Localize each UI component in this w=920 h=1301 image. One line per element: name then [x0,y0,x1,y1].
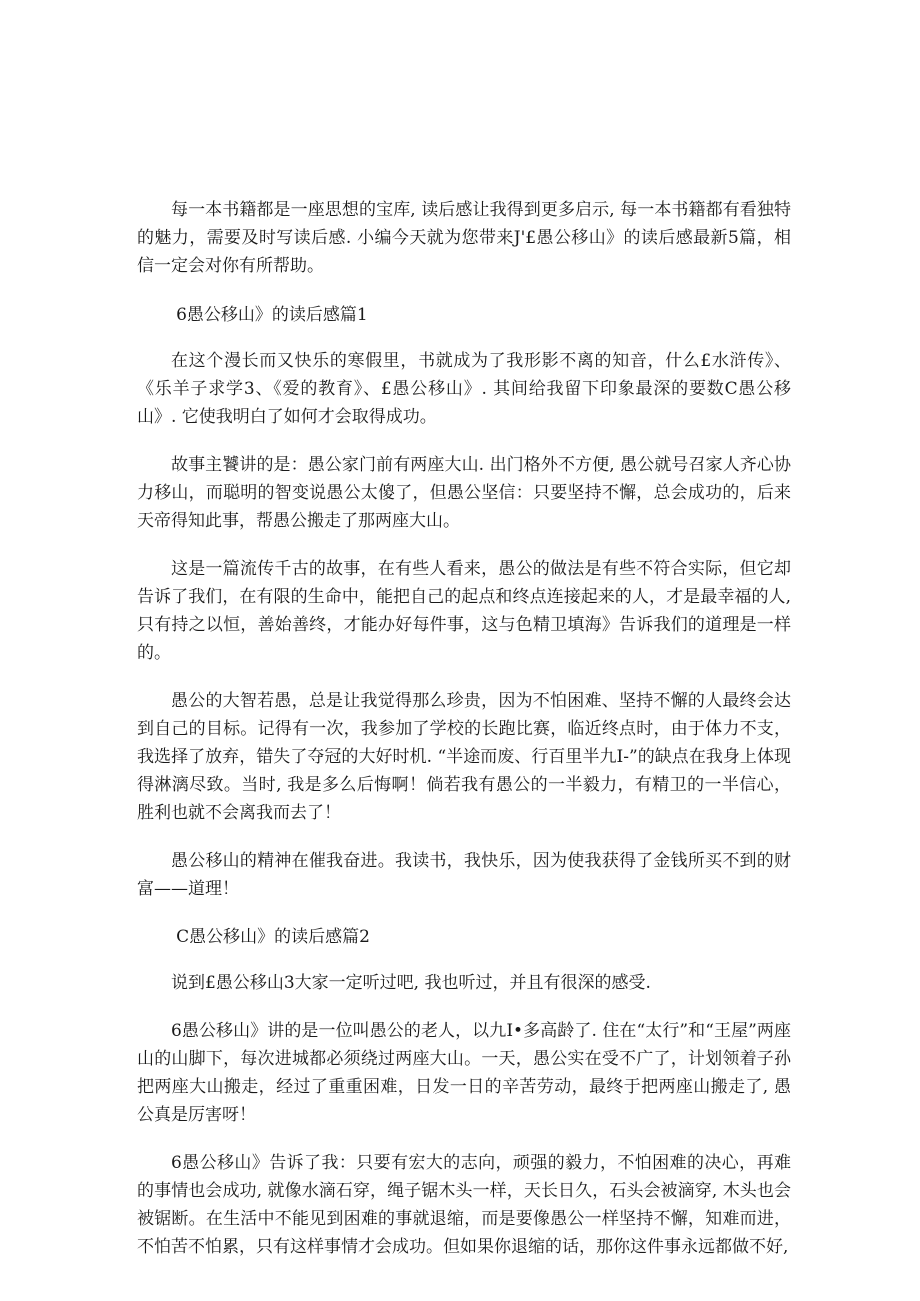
section1-paragraph-2: 故事主饕讲的是：愚公家门前有两座大山. 出门格外不方便, 愚公就号召家人齐心协力移山，而聪明的智变说愚公太傻了，但愚公坚信：只要坚持不懈，总会成功的，后来天帝得知此事，帮愚公搬走了那两座大山。 [137,455,791,531]
section1-paragraph-1: 在这个漫长而又快乐的寒假里，书就成为了我形影不离的知音，什么£水浒传》、《乐羊子求学3、《爱的教育》、£愚公移山》. 其间给我留下印象最深的要数C愚公移山》. 它使我明白了如何才会取得成功。 [137,351,791,427]
document-body [137,196,791,1281]
section1-paragraph-5: 愚公移山的精神在催我奋进。我读书，我快乐，因为使我获得了金钱所买不到的财富——道理！ [137,851,791,899]
section1-paragraph-4: 愚公的大智若愚，总是让我觉得那么珍贵，因为不怕困难、坚持不懈的人最终会达到自己的目标。记得有一次，我参加了学校的长跑比赛，临近终点时，由于体力不支，我选择了放弃，错失了夺冠的大好时机. “半途而废、行百里半九I-”的缺点在我身上体现得淋漓尽致。当时, 我是多么后悔啊！倘若我有愚公的一半毅力，有精卫的一半信心，胜利也就不会离我而去了！ [137,691,791,823]
section2-paragraph-3: 6愚公移山》告诉了我：只要有宏大的志向，顽强的毅力，不怕困难的决心，再难的事情也会成功, 就像水滴石穿，绳子锯木头一样，天长日久，石头会被滴穿, 木头也会被锯断。在生活中不能见到困难的事就退缩，而是要像愚公一样坚持不懈，知难而进，不怕苦不怕累，只有这样事情才会成功。但如果你退缩的话，那你这件事永远都做不好, [137,1153,791,1257]
section-heading-2: C愚公移山》的读后感篇2 [176,927,370,947]
section1-paragraph-3: 这是一篇流传千古的故事，在有些人看来，愚公的做法是有些不符合实际，但它却告诉了我们，在有限的生命中，能把自己的起点和终点连接起来的人，才是最幸福的人, 只有持之以恒，善始善终，才能办好每件事，这与色精卫填海》告诉我们的道理是一样的。 [137,559,791,663]
section-heading-1: 6愚公移山》的读后感篇1 [176,305,368,325]
section2-paragraph-2: 6愚公移山》讲的是一位叫愚公的老人，以九I•多高龄了. 住在“太行”和“王屋”两座山的山脚下，每次进城都必须绕过两座大山。一天，愚公实在受不广了，计划领着子孙把两座大山搬走，经过了重重困难，日发一日的辛苦劳动，最终于把两座山搬走了, 愚公真是厉害呀！ [137,1021,791,1125]
intro-paragraph: 每一本书籍都是一座思想的宝库, 读后感让我得到更多启示, 每一本书籍都有看独特的魅力，需要及时写读后感. 小编今天就为您带来J'£愚公移山》的读后感最新5篇，相信一定会对你有所帮助。 [137,200,791,276]
section2-paragraph-1: 说到£愚公移山3大家一定听过吧, 我也听过，并且有很深的感受. [171,973,651,993]
